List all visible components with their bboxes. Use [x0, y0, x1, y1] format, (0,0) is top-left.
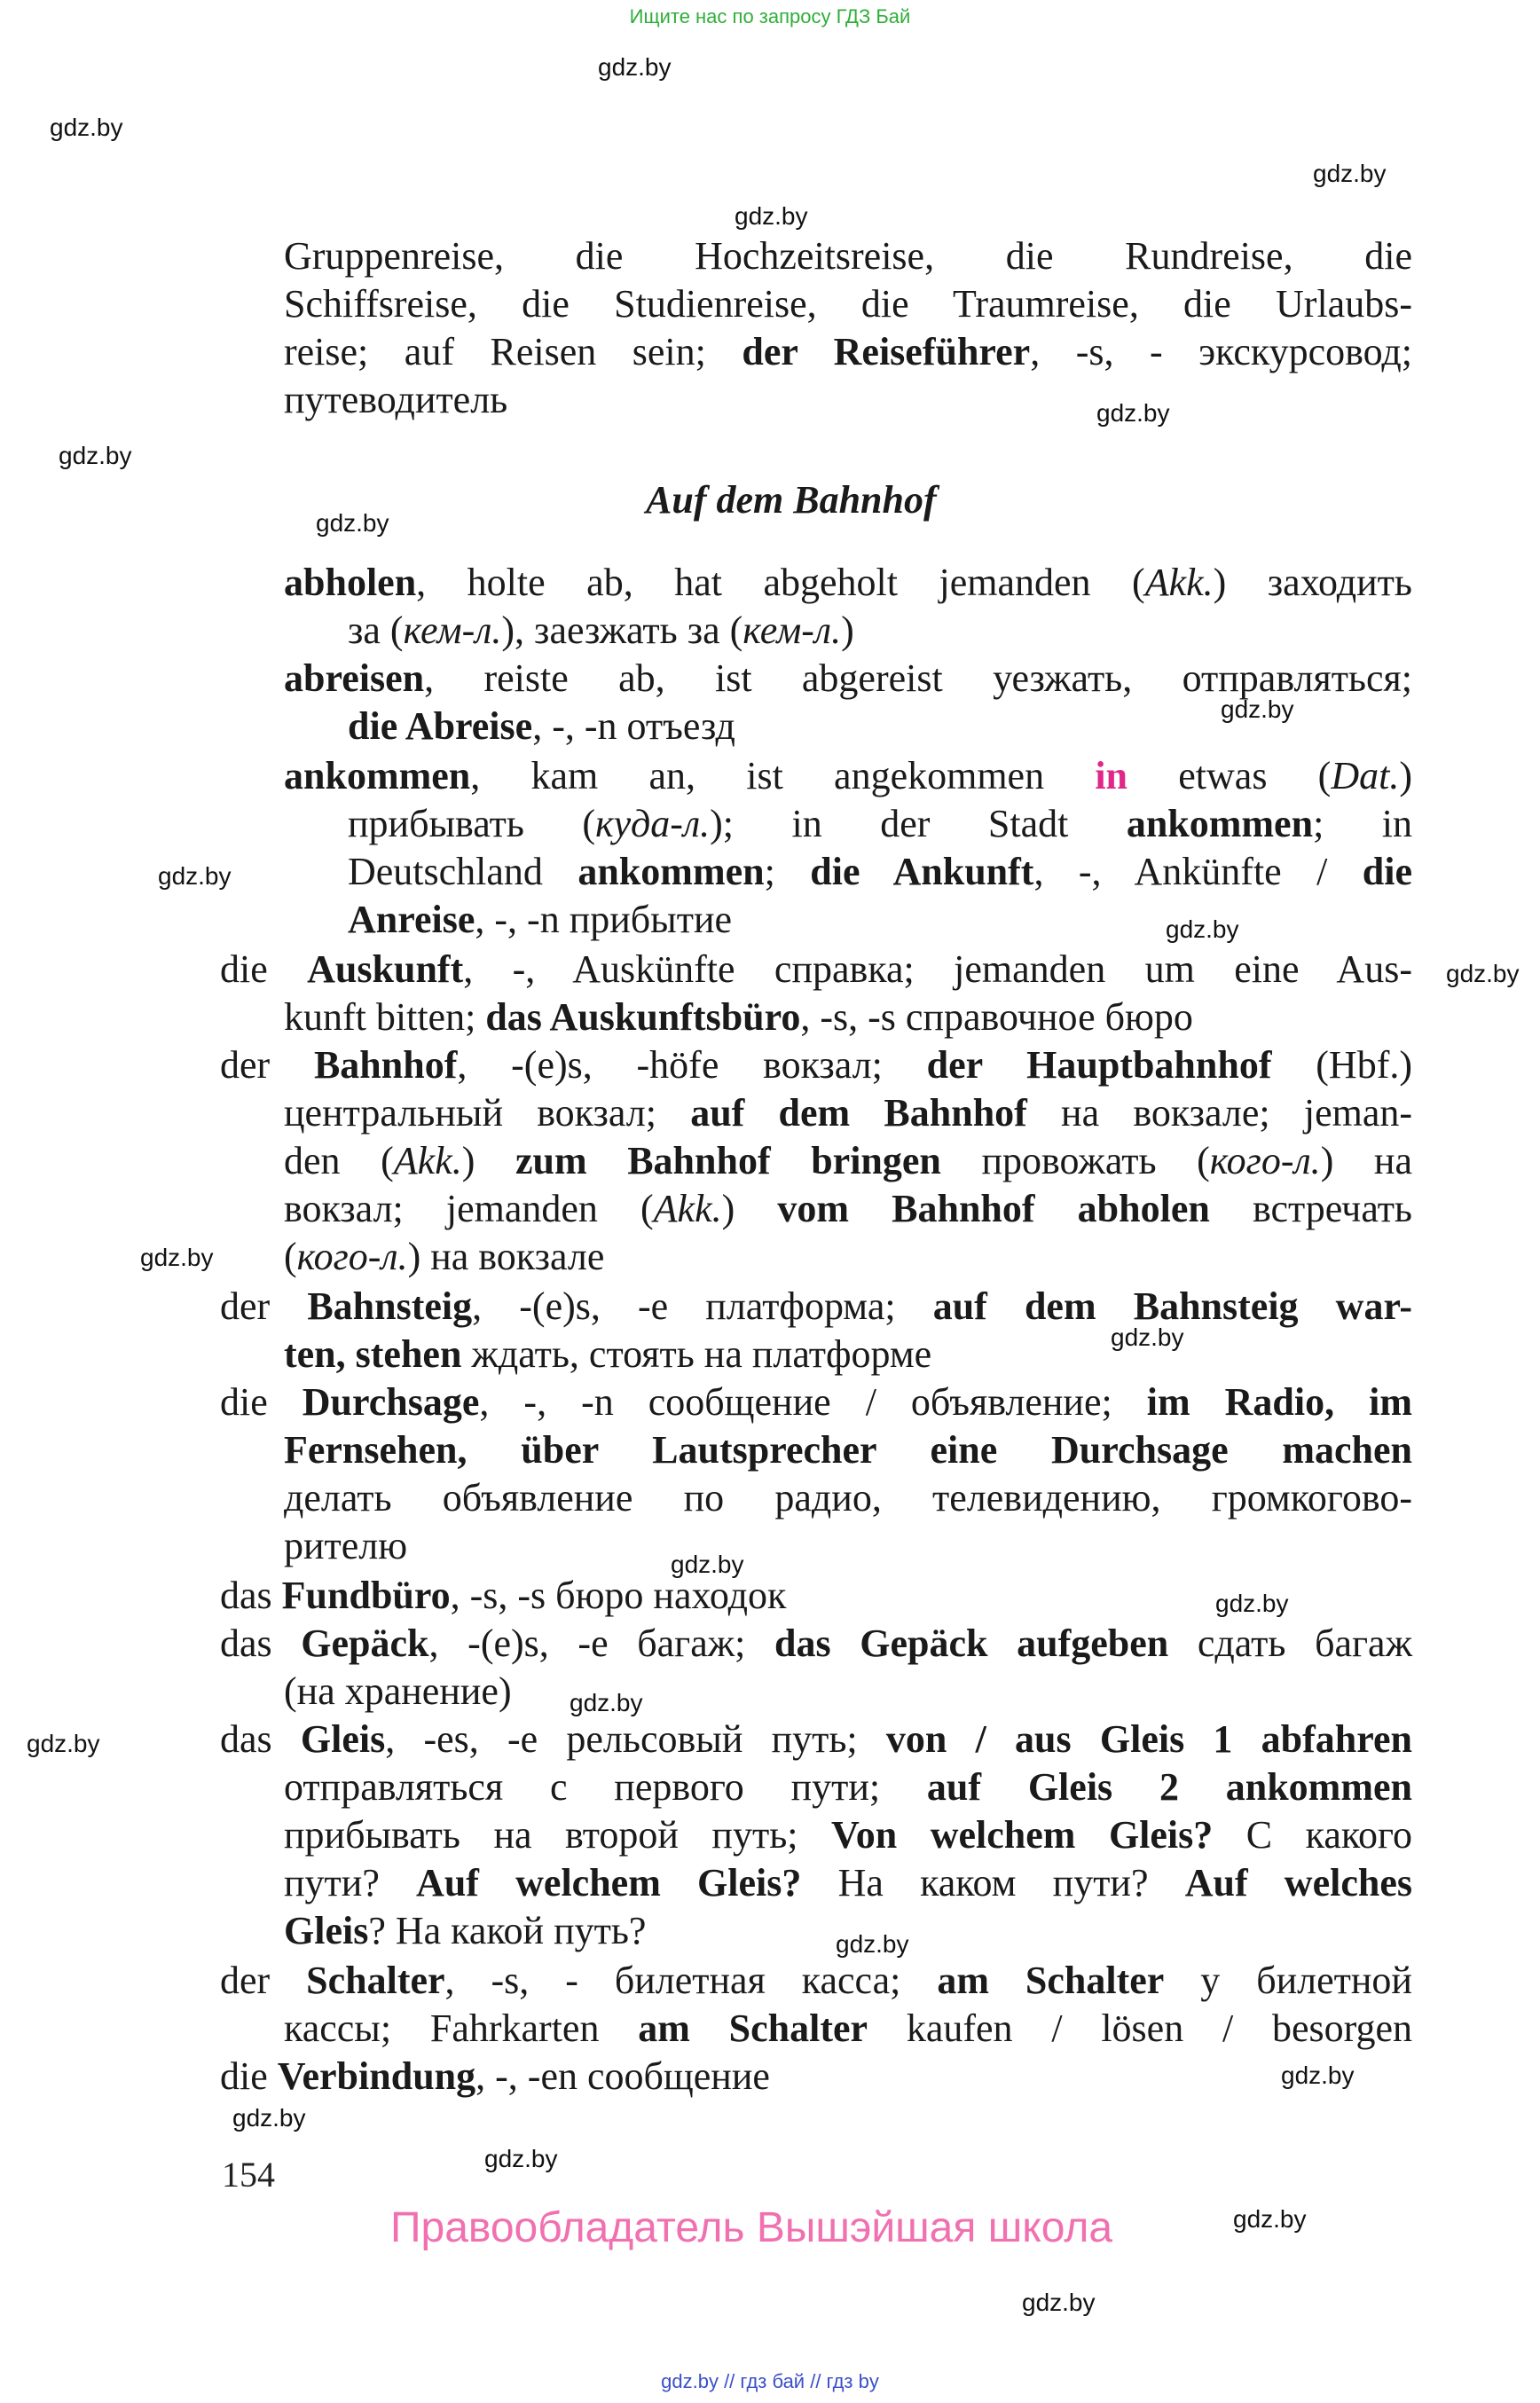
page-number: 154: [222, 2155, 275, 2195]
text-line: рителю: [284, 1524, 408, 1567]
text-line: кассы; Fahrkarten am Schalter kaufen / lösen / besorgen: [284, 2006, 1412, 2050]
text-line: der Bahnhof, -(e)s, -höfe вокзал; der Hauptbahnhof (Hbf.): [220, 1043, 1412, 1087]
text-line: Gleis? На какой путь?: [284, 1909, 647, 1952]
watermark: gdz.by: [570, 1689, 643, 1716]
bottom-links[interactable]: gdz.by // гдз бай // гдз by: [661, 2370, 879, 2392]
watermark: gdz.by: [1221, 695, 1294, 723]
text-line: das Fundbüro, -s, -s бюро находок: [220, 1574, 787, 1617]
watermark: gdz.by: [59, 442, 132, 469]
watermark: gdz.by: [158, 862, 232, 890]
text-line: die Abreise, -, -n отъезд: [348, 704, 735, 748]
watermark: gdz.by: [1233, 2205, 1307, 2233]
text-line: пути? Auf welchem Gleis? На каком пути? Auf welches: [284, 1861, 1412, 1904]
text-line: ankommen, kam an, ist angekommen in etwas (Dat.): [284, 754, 1412, 797]
watermark: gdz.by: [1111, 1323, 1184, 1351]
text-line: (на хранение): [284, 1669, 512, 1713]
watermark: gdz.by: [735, 202, 808, 230]
watermark: gdz.by: [1166, 915, 1239, 943]
text-line: die Durchsage, -, -n сообщение / объявление; im Radio, im: [220, 1380, 1412, 1424]
text-line: путеводитель: [284, 378, 508, 421]
text-line: Gruppenreise, die Hochzeitsreise, die Rundreise, die: [284, 234, 1412, 278]
text-line: прибывать на второй путь; Von welchem Gleis? С какого: [284, 1813, 1412, 1857]
text-line: kunft bitten; das Auskunftsbüro, -s, -s справочное бюро: [284, 995, 1193, 1039]
watermark: gdz.by: [316, 509, 389, 537]
text-line: das Gepäck, -(e)s, -e багаж; das Gepäck aufgeben сдать багаж: [220, 1622, 1412, 1665]
watermark: gdz.by: [27, 1730, 100, 1757]
text-line: делать объявление по радио, телевидению, громкогово-: [284, 1476, 1412, 1520]
watermark: gdz.by: [484, 2145, 558, 2172]
watermark: gdz.by: [140, 1244, 214, 1271]
copyright-owner: Правообладатель Вышэйшая школа: [390, 2204, 1113, 2251]
text-line: die Auskunft, -, Auskünfte справка; jemanden um eine Aus-: [220, 947, 1412, 991]
watermark: gdz.by: [1446, 960, 1520, 987]
text-line: прибывать (куда-л.); in der Stadt ankommen; in: [348, 802, 1412, 845]
text-line: abholen, holte ab, hat abgeholt jemanden (Akk.) заходить: [284, 561, 1412, 604]
watermark: gdz.by: [1022, 2289, 1096, 2316]
text-line: вокзал; jemanden (Akk.) vom Bahnhof abholen встречать: [284, 1187, 1412, 1230]
watermark: gdz.by: [232, 2104, 306, 2132]
text-line: Deutschland ankommen; die Ankunft, -, Ankünfte / die: [348, 850, 1412, 893]
watermark: gdz.by: [598, 53, 672, 81]
text-line: Fernsehen, über Lautsprecher eine Durchsage machen: [284, 1428, 1412, 1472]
text-line: Anreise, -, -n прибытие: [348, 898, 733, 941]
text-line: центральный вокзал; auf dem Bahnhof на вокзале; jeman-: [284, 1091, 1413, 1135]
text-line: der Schalter, -s, - билетная касса; am Schalter у билетной: [220, 1959, 1412, 2002]
text-line: die Verbindung, -, -en сообщение: [220, 2054, 770, 2098]
watermark: gdz.by: [1313, 160, 1387, 187]
text-line: отправляться с первого пути; auf Gleis 2 ankommen: [284, 1765, 1412, 1809]
text-line: за (кем-л.), заезжать за (кем-л.): [348, 609, 854, 652]
text-line: ten, stehen ждать, стоять на платформе: [284, 1332, 932, 1376]
watermark: gdz.by: [1281, 2061, 1355, 2089]
text-line: reise; auf Reisen sein; der Reiseführer, -s, - экскурсовод;: [284, 330, 1412, 373]
text-line: der Bahnsteig, -(e)s, -e платформа; auf dem Bahnsteig war-: [220, 1284, 1412, 1328]
section-title: Auf dem Bahnhof: [646, 478, 937, 522]
watermark: gdz.by: [50, 114, 123, 141]
watermark: gdz.by: [836, 1930, 909, 1958]
text-line: den (Akk.) zum Bahnhof bringen провожать (кого-л.) на: [284, 1139, 1413, 1182]
top-banner: Ищите нас по запросу ГДЗ Бай: [629, 5, 911, 27]
text-line: (кого-л.) на вокзале: [284, 1235, 605, 1278]
text-line: das Gleis, -es, -e рельсовый путь; von / aus Gleis 1 abfahren: [220, 1717, 1412, 1761]
watermark: gdz.by: [1096, 399, 1170, 427]
text-line: abreisen, reiste ab, ist abgereist уезжать, отправляться;: [284, 656, 1412, 700]
watermark: gdz.by: [1215, 1590, 1289, 1617]
text-line: Schiffsreise, die Studienreise, die Traumreise, die Urlaubs-: [284, 282, 1412, 326]
watermark: gdz.by: [671, 1551, 744, 1578]
